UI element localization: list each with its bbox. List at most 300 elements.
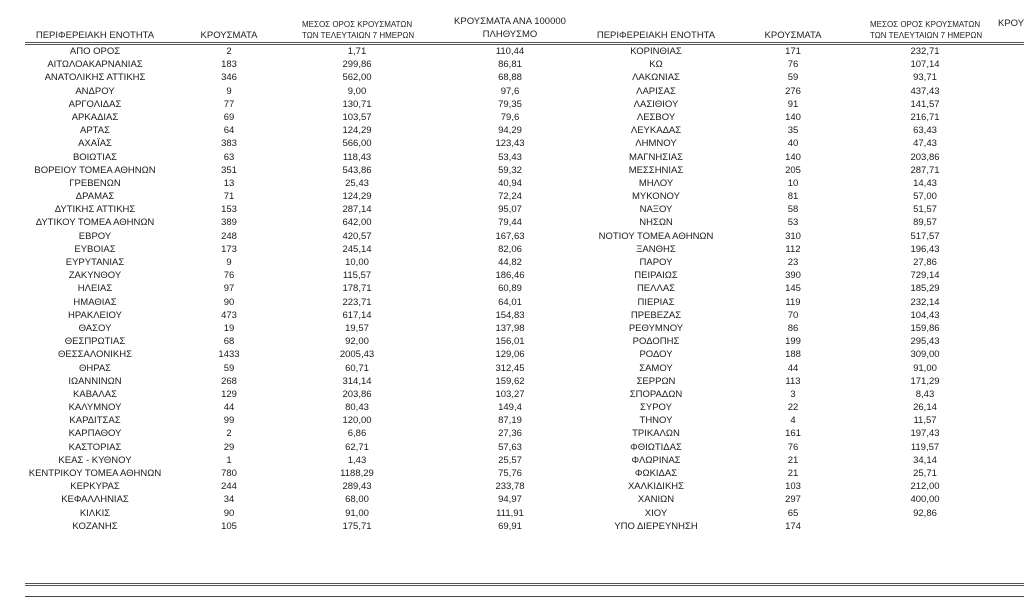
table-row <box>0 414 1024 427</box>
right-avg7-value: 14,43 <box>913 177 937 189</box>
left-region-name: ΘΕΣΠΡΩΤΙΑΣ <box>64 336 126 348</box>
left-per100k-value: 103,27 <box>495 388 525 400</box>
right-region-name: ΛΕΥΚΑΔΑΣ <box>630 125 682 137</box>
left-cases-value: 29 <box>223 441 235 453</box>
left-region-name: ΘΑΣΟΥ <box>78 322 112 334</box>
left-per100k-value: 123,43 <box>495 138 525 150</box>
right-avg7-value: 309,00 <box>910 349 940 361</box>
header-avg-left-line1: ΜΕΣΟΣ ΟΡΟΣ ΚΡΟΥΣΜΑΤΩΝ <box>302 20 413 29</box>
left-avg7-value: 642,00 <box>342 217 372 229</box>
left-region-name: ΕΥΡΥΤΑΝΙΑΣ <box>65 257 125 268</box>
right-region-name: ΤΡΙΚΑΛΩΝ <box>632 428 680 440</box>
right-cases-value: 113 <box>785 375 801 387</box>
right-cases-value: 145 <box>785 283 801 295</box>
left-avg7-value: 91,00 <box>345 507 369 519</box>
left-per100k-value: 129,06 <box>495 349 525 361</box>
left-avg7-value: 562,00 <box>342 72 372 84</box>
right-region-name: ΣΕΡΡΩΝ <box>636 375 676 387</box>
left-cases-value: 76 <box>223 270 235 282</box>
header-avg-right-line2: ΤΩΝ ΤΕΛΕΥΤΑΙΩΝ 7 ΗΜΕΡΩΝ <box>870 31 983 40</box>
table-body <box>0 45 1024 533</box>
right-cases-value: 76 <box>787 441 799 453</box>
right-region-name: ΧΑΝΙΩΝ <box>637 494 675 506</box>
right-avg7-value: 107,14 <box>910 59 940 71</box>
left-per100k-value: 79,44 <box>498 217 522 229</box>
right-avg7-value: 517,57 <box>910 230 940 242</box>
left-per100k-value: 57,63 <box>498 441 522 453</box>
right-avg7-value: 185,29 <box>910 283 940 295</box>
left-cases-value: 346 <box>221 72 237 84</box>
right-cases-value: 3 <box>790 388 796 400</box>
table-row <box>0 190 1024 203</box>
left-per100k-value: 64,01 <box>498 296 522 308</box>
table-row <box>0 177 1024 190</box>
right-region-name: ΛΗΜΝΟΥ <box>635 138 677 150</box>
left-avg7-value: 6,86 <box>347 428 367 440</box>
right-cases-value: 390 <box>785 270 801 282</box>
left-cases-value: 99 <box>223 415 235 427</box>
left-cases-value: 13 <box>223 177 235 189</box>
left-avg7-value: 1188,29 <box>340 468 374 479</box>
left-per100k-value: 69,91 <box>498 520 522 532</box>
right-cases-value: 119 <box>785 296 801 308</box>
table-row <box>0 507 1024 520</box>
right-avg7-value: 26,14 <box>913 402 937 414</box>
left-cases-value: 473 <box>221 309 237 321</box>
right-avg7-value: 63,43 <box>913 125 937 137</box>
right-avg7-value: 287,71 <box>910 164 940 176</box>
left-avg7-value: 60,71 <box>345 362 369 374</box>
table-row <box>0 401 1024 414</box>
left-region-name: ΚΕΡΚΥΡΑΣ <box>70 481 120 493</box>
left-per100k-value: 95,07 <box>498 204 522 216</box>
table-row <box>0 282 1024 295</box>
table-row <box>0 520 1024 533</box>
left-cases-value: 19 <box>223 322 235 334</box>
right-cases-value: 22 <box>787 402 799 414</box>
left-region-name: ΘΗΡΑΣ <box>78 362 112 374</box>
right-cases-value: 297 <box>785 494 801 506</box>
left-per100k-value: 167,63 <box>495 230 525 242</box>
table-row <box>0 493 1024 506</box>
right-region-name: ΛΑΚΩΝΙΑΣ <box>632 72 680 84</box>
left-cases-value: 173 <box>221 243 237 255</box>
table-row <box>0 348 1024 361</box>
right-avg7-value: 196,43 <box>910 243 940 255</box>
left-region-name: ΚΑΡΠΑΘΟΥ <box>68 428 122 440</box>
left-cases-value: 34 <box>223 494 235 506</box>
right-avg7-value: 25,71 <box>913 468 937 479</box>
right-avg7-value: 119,57 <box>910 441 940 453</box>
left-avg7-value: 118,43 <box>342 151 372 163</box>
left-per100k-value: 110,44 <box>495 46 525 57</box>
left-per100k-value: 68,88 <box>498 72 522 84</box>
table-row <box>0 467 1024 480</box>
right-avg7-value: 104,43 <box>910 309 940 321</box>
left-cases-value: 97 <box>223 283 235 295</box>
left-cases-value: 2 <box>226 428 232 440</box>
left-per100k-value: 137,98 <box>495 322 525 334</box>
table-row <box>0 454 1024 467</box>
right-cases-value: 86 <box>787 322 799 334</box>
left-avg7-value: 287,14 <box>342 204 372 216</box>
right-cases-value: 21 <box>787 468 799 479</box>
table-row <box>0 216 1024 229</box>
left-region-name: ΖΑΚΥΝΘΟΥ <box>68 270 122 282</box>
header-region-left: ΠΕΡΙΦΕΡΕΙΑΚΗ ΕΝΟΤΗΤΑ <box>35 30 155 41</box>
right-region-name: ΚΟΡΙΝΘΙΑΣ <box>630 46 682 57</box>
left-avg7-value: 420,57 <box>342 230 372 242</box>
table-row <box>0 137 1024 150</box>
left-region-name: ΙΩΑΝΝΙΝΩΝ <box>68 375 122 387</box>
header-avg-left-line2: ΤΩΝ ΤΕΛΕΥΤΑΙΩΝ 7 ΗΜΕΡΩΝ <box>302 31 415 40</box>
left-cases-value: 153 <box>221 204 237 216</box>
left-region-name: ΑΝΑΤΟΛΙΚΗΣ ΑΤΤΙΚΗΣ <box>44 72 146 84</box>
right-avg7-value: 171,29 <box>910 375 940 387</box>
header-avg-right-line1: ΜΕΣΟΣ ΟΡΟΣ ΚΡΟΥΣΜΑΤΩΝ <box>870 20 981 29</box>
left-per100k-value: 156,01 <box>495 336 525 348</box>
left-cases-value: 90 <box>223 296 235 308</box>
left-per100k-value: 72,24 <box>498 191 522 203</box>
left-cases-value: 351 <box>221 164 237 176</box>
right-region-name: ΠΑΡΟΥ <box>639 257 673 268</box>
left-cases-value: 69 <box>223 111 235 123</box>
left-region-name: ΑΡΚΑΔΙΑΣ <box>71 111 119 123</box>
right-avg7-value: 47,43 <box>913 138 937 150</box>
left-per100k-value: 79,6 <box>500 111 520 123</box>
left-avg7-value: 1,71 <box>347 46 367 57</box>
right-avg7-value: 8,43 <box>915 388 935 400</box>
left-region-name: ΑΠΟ ΟΡΟΣ <box>69 46 121 57</box>
left-avg7-value: 223,71 <box>342 296 372 308</box>
table-row <box>0 309 1024 322</box>
left-per100k-value: 79,35 <box>498 98 522 110</box>
right-region-name: ΡΟΔΟΥ <box>639 349 673 361</box>
right-avg7-value: 34,14 <box>913 454 937 466</box>
right-cases-value: 23 <box>787 257 799 268</box>
table-row <box>0 124 1024 137</box>
right-region-name: ΚΩ <box>649 59 663 71</box>
table-row <box>0 58 1024 71</box>
table-row <box>0 151 1024 164</box>
left-avg7-value: 175,71 <box>342 520 372 532</box>
right-cases-value: 188 <box>785 349 801 361</box>
left-region-name: ΚΑΡΔΙΤΣΑΣ <box>69 415 121 427</box>
right-cases-value: 35 <box>787 125 799 137</box>
left-cases-value: 389 <box>221 217 237 229</box>
header-cases-left: ΚΡΟΥΣΜΑΤΑ <box>200 30 258 41</box>
left-cases-value: 2 <box>226 46 232 57</box>
right-avg7-value: 11,57 <box>913 415 937 427</box>
left-region-name: ΚΑΒΑΛΑΣ <box>73 388 117 400</box>
left-cases-value: 77 <box>223 98 235 110</box>
left-avg7-value: 314,14 <box>342 375 372 387</box>
right-avg7-value: 93,71 <box>913 72 937 84</box>
left-avg7-value: 2005,43 <box>339 349 375 361</box>
left-region-name: ΑΡΓΟΛΙΔΑΣ <box>68 98 122 110</box>
left-region-name: ΗΛΕΙΑΣ <box>77 283 113 295</box>
right-cases-value: 70 <box>787 309 799 321</box>
table-row <box>0 427 1024 440</box>
left-avg7-value: 62,71 <box>345 441 369 453</box>
right-region-name: ΦΩΚΙΔΑΣ <box>634 468 678 479</box>
left-cases-value: 780 <box>221 468 237 479</box>
left-cases-value: 268 <box>221 375 237 387</box>
left-avg7-value: 124,29 <box>342 125 372 137</box>
right-region-name: ΥΠΟ ΔΙΕΡΕΥΝΗΣΗ <box>614 520 698 532</box>
left-region-name: ΔΡΑΜΑΣ <box>75 191 115 203</box>
right-avg7-value: 203,86 <box>910 151 940 163</box>
left-avg7-value: 68,00 <box>345 494 369 506</box>
left-avg7-value: 10,00 <box>345 257 369 268</box>
left-cases-value: 383 <box>221 138 237 150</box>
left-cases-value: 244 <box>221 481 237 493</box>
right-cases-value: 21 <box>787 454 799 466</box>
right-avg7-value: 232,71 <box>910 46 940 57</box>
right-cases-value: 59 <box>787 72 799 84</box>
left-cases-value: 1433 <box>218 349 240 361</box>
right-region-name: ΝΑΞΟΥ <box>639 204 673 216</box>
left-per100k-value: 25,57 <box>498 454 522 466</box>
left-avg7-value: 1,43 <box>347 454 367 466</box>
right-cases-value: 76 <box>787 59 799 71</box>
right-region-name: ΜΑΓΝΗΣΙΑΣ <box>629 151 683 163</box>
left-region-name: ΒΟΡΕΙΟΥ ΤΟΜΕΑ ΑΘΗΝΩΝ <box>34 164 156 176</box>
left-avg7-value: 178,71 <box>342 283 372 295</box>
left-avg7-value: 115,57 <box>342 270 372 282</box>
right-avg7-value: 159,86 <box>910 322 940 334</box>
header-region-right: ΠΕΡΙΦΕΡΕΙΑΚΗ ΕΝΟΤΗΤΑ <box>596 30 716 41</box>
table-row <box>0 164 1024 177</box>
right-region-name: ΛΑΣΙΘΙΟΥ <box>633 98 679 110</box>
right-cases-value: 44 <box>787 362 799 374</box>
left-region-name: ΑΙΤΩΛΟΑΚΑΡΝΑΝΙΑΣ <box>47 59 143 71</box>
right-region-name: ΠΕΙΡΑΙΩΣ <box>634 270 678 282</box>
table-row <box>0 71 1024 84</box>
left-cases-value: 105 <box>221 520 237 532</box>
left-region-name: ΒΟΙΩΤΙΑΣ <box>72 151 118 163</box>
right-avg7-value: 51,57 <box>913 204 937 216</box>
left-region-name: ΚΑΣΤΟΡΙΑΣ <box>68 441 122 453</box>
left-cases-value: 129 <box>221 388 237 400</box>
left-per100k-value: 53,43 <box>498 151 522 163</box>
left-per100k-value: 149,4 <box>498 402 522 414</box>
header-per100k-right-partial: ΚΡΟΥ <box>998 18 1024 29</box>
left-per100k-value: 97,6 <box>500 85 520 97</box>
right-cases-value: 53 <box>787 217 799 229</box>
left-avg7-value: 566,00 <box>342 138 372 150</box>
right-region-name: ΣΑΜΟΥ <box>639 362 673 374</box>
table-row <box>0 256 1024 269</box>
table-row <box>0 322 1024 335</box>
table-row <box>0 111 1024 124</box>
left-region-name: ΚΕΑΣ - ΚΥΘΝΟΥ <box>58 454 132 466</box>
left-avg7-value: 124,29 <box>342 191 372 203</box>
table-row <box>0 441 1024 454</box>
left-avg7-value: 92,00 <box>345 336 369 348</box>
right-region-name: ΦΘΙΩΤΙΔΑΣ <box>630 441 682 453</box>
table-row <box>0 98 1024 111</box>
table-row <box>0 269 1024 282</box>
footer-divider <box>25 596 1024 597</box>
right-region-name: ΛΕΣΒΟΥ <box>636 111 676 123</box>
right-region-name: ΦΛΩΡΙΝΑΣ <box>631 454 681 466</box>
right-avg7-value: 57,00 <box>913 191 937 203</box>
left-cases-value: 64 <box>223 125 235 137</box>
table-bottom-divider <box>25 583 1024 586</box>
table-row <box>0 388 1024 401</box>
right-region-name: ΠΙΕΡΙΑΣ <box>637 296 675 308</box>
left-cases-value: 9 <box>226 257 232 268</box>
right-region-name: ΛΑΡΙΣΑΣ <box>636 85 676 97</box>
right-cases-value: 81 <box>787 191 799 203</box>
left-per100k-value: 186,46 <box>495 270 525 282</box>
header-per100k-line1: ΚΡΟΥΣΜΑΤΑ ΑΝΑ 100000 <box>454 16 566 27</box>
left-region-name: ΚΑΛΥΜΝΟΥ <box>68 402 122 414</box>
header-cases-right: ΚΡΟΥΣΜΑΤΑ <box>764 30 822 41</box>
left-avg7-value: 617,14 <box>342 309 372 321</box>
right-cases-value: 161 <box>785 428 801 440</box>
table-row <box>0 480 1024 493</box>
left-region-name: ΕΒΡΟΥ <box>78 230 112 242</box>
left-avg7-value: 25,43 <box>345 177 369 189</box>
header-per100k-line2: ΠΛΗΘΥΣΜΟ <box>482 29 538 40</box>
left-per100k-value: 159,62 <box>495 375 525 387</box>
right-avg7-value: 89,57 <box>913 217 937 229</box>
left-avg7-value: 299,86 <box>342 59 372 71</box>
left-region-name: ΔΥΤΙΚΗΣ ΑΤΤΙΚΗΣ <box>54 204 136 216</box>
left-avg7-value: 543,86 <box>342 164 372 176</box>
right-avg7-value: 437,43 <box>910 85 940 97</box>
right-cases-value: 276 <box>785 85 801 97</box>
right-cases-value: 65 <box>787 507 799 519</box>
left-cases-value: 59 <box>223 362 235 374</box>
right-avg7-value: 141,57 <box>910 98 940 110</box>
left-avg7-value: 9,00 <box>347 85 367 97</box>
left-cases-value: 183 <box>221 59 237 71</box>
left-cases-value: 63 <box>223 151 235 163</box>
right-region-name: ΤΗΝΟΥ <box>639 415 673 427</box>
table-row <box>0 230 1024 243</box>
table-row <box>0 335 1024 348</box>
right-region-name: ΡΟΔΟΠΗΣ <box>632 336 680 348</box>
left-region-name: ΚΕΦΑΛΛΗΝΙΑΣ <box>61 494 129 506</box>
left-region-name: ΚΕΝΤΡΙΚΟΥ ΤΟΜΕΑ ΑΘΗΝΩΝ <box>28 468 162 479</box>
left-avg7-value: 203,86 <box>342 388 372 400</box>
left-per100k-value: 94,29 <box>498 125 522 137</box>
right-avg7-value: 212,00 <box>910 481 940 493</box>
left-per100k-value: 60,89 <box>498 283 522 295</box>
left-cases-value: 71 <box>223 191 235 203</box>
table-row <box>0 203 1024 216</box>
right-cases-value: 91 <box>787 98 799 110</box>
left-per100k-value: 154,83 <box>495 309 525 321</box>
left-per100k-value: 312,45 <box>495 362 525 374</box>
left-cases-value: 90 <box>223 507 235 519</box>
right-cases-value: 58 <box>787 204 799 216</box>
right-avg7-value: 729,14 <box>910 270 940 282</box>
left-region-name: ΚΙΛΚΙΣ <box>79 507 111 519</box>
left-region-name: ΑΡΤΑΣ <box>80 125 110 137</box>
left-avg7-value: 130,71 <box>342 98 372 110</box>
right-cases-value: 174 <box>785 520 801 532</box>
right-cases-value: 140 <box>785 151 801 163</box>
right-region-name: ΠΕΛΛΑΣ <box>636 283 676 295</box>
right-avg7-value: 92,86 <box>913 507 937 519</box>
right-region-name: ΝΗΣΩΝ <box>639 217 673 229</box>
left-region-name: ΑΝΔΡΟΥ <box>75 85 115 97</box>
left-per100k-value: 111,91 <box>496 507 524 519</box>
right-region-name: ΧΙΟΥ <box>644 507 668 519</box>
left-region-name: ΕΥΒΟΙΑΣ <box>74 243 116 255</box>
table-row <box>0 45 1024 58</box>
left-per100k-value: 233,78 <box>495 481 525 493</box>
right-cases-value: 40 <box>787 138 799 150</box>
right-cases-value: 112 <box>785 243 801 255</box>
right-region-name: ΧΑΛΚΙΔΙΚΗΣ <box>627 481 685 493</box>
left-per100k-value: 86,81 <box>498 59 522 71</box>
right-region-name: ΣΠΟΡΑΔΩΝ <box>629 388 683 400</box>
right-region-name: ΠΡΕΒΕΖΑΣ <box>630 309 682 321</box>
table-row <box>0 243 1024 256</box>
left-per100k-value: 27,36 <box>498 428 522 440</box>
left-region-name: ΓΡΕΒΕΝΩΝ <box>69 177 121 189</box>
right-cases-value: 310 <box>785 230 801 242</box>
left-cases-value: 248 <box>221 230 237 242</box>
left-per100k-value: 94,97 <box>498 494 522 506</box>
right-cases-value: 103 <box>785 481 801 493</box>
left-avg7-value: 245,14 <box>342 243 372 255</box>
left-cases-value: 1 <box>226 454 232 466</box>
right-region-name: ΣΥΡΟΥ <box>640 402 672 414</box>
right-avg7-value: 400,00 <box>910 494 940 506</box>
right-cases-value: 10 <box>787 177 799 189</box>
right-avg7-value: 295,43 <box>910 336 940 348</box>
left-cases-value: 9 <box>226 85 232 97</box>
right-avg7-value: 216,71 <box>910 111 940 123</box>
left-per100k-value: 44,82 <box>498 257 522 268</box>
right-avg7-value: 27,86 <box>913 257 937 268</box>
right-cases-value: 140 <box>785 111 801 123</box>
left-region-name: ΑΧΑΪΑΣ <box>78 138 112 150</box>
right-region-name: ΜΕΣΣΗΝΙΑΣ <box>628 164 684 176</box>
right-region-name: ΜΗΛΟΥ <box>638 177 674 189</box>
table-row <box>0 296 1024 309</box>
left-avg7-value: 289,43 <box>342 481 372 493</box>
left-per100k-value: 87,19 <box>498 415 522 427</box>
right-cases-value: 171 <box>785 46 801 57</box>
table-row <box>0 362 1024 375</box>
left-per100k-value: 75,76 <box>498 468 522 479</box>
right-avg7-value: 91,00 <box>913 362 937 374</box>
left-avg7-value: 19,57 <box>345 322 369 334</box>
left-avg7-value: 103,57 <box>342 111 372 123</box>
left-region-name: ΔΥΤΙΚΟΥ ΤΟΜΕΑ ΑΘΗΝΩΝ <box>35 217 155 229</box>
right-region-name: ΜΥΚΟΝΟΥ <box>632 191 680 203</box>
left-cases-value: 44 <box>223 402 235 414</box>
left-region-name: ΗΜΑΘΙΑΣ <box>73 296 117 308</box>
left-per100k-value: 82,06 <box>498 243 522 255</box>
right-cases-value: 4 <box>790 415 796 427</box>
left-per100k-value: 40,94 <box>498 177 522 189</box>
right-cases-value: 199 <box>785 336 801 348</box>
left-avg7-value: 120,00 <box>342 415 372 427</box>
right-avg7-value: 197,43 <box>910 428 940 440</box>
left-region-name: ΚΟΖΑΝΗΣ <box>72 520 118 532</box>
left-per100k-value: 59,32 <box>498 164 522 176</box>
table-row <box>0 85 1024 98</box>
right-cases-value: 205 <box>785 164 801 176</box>
